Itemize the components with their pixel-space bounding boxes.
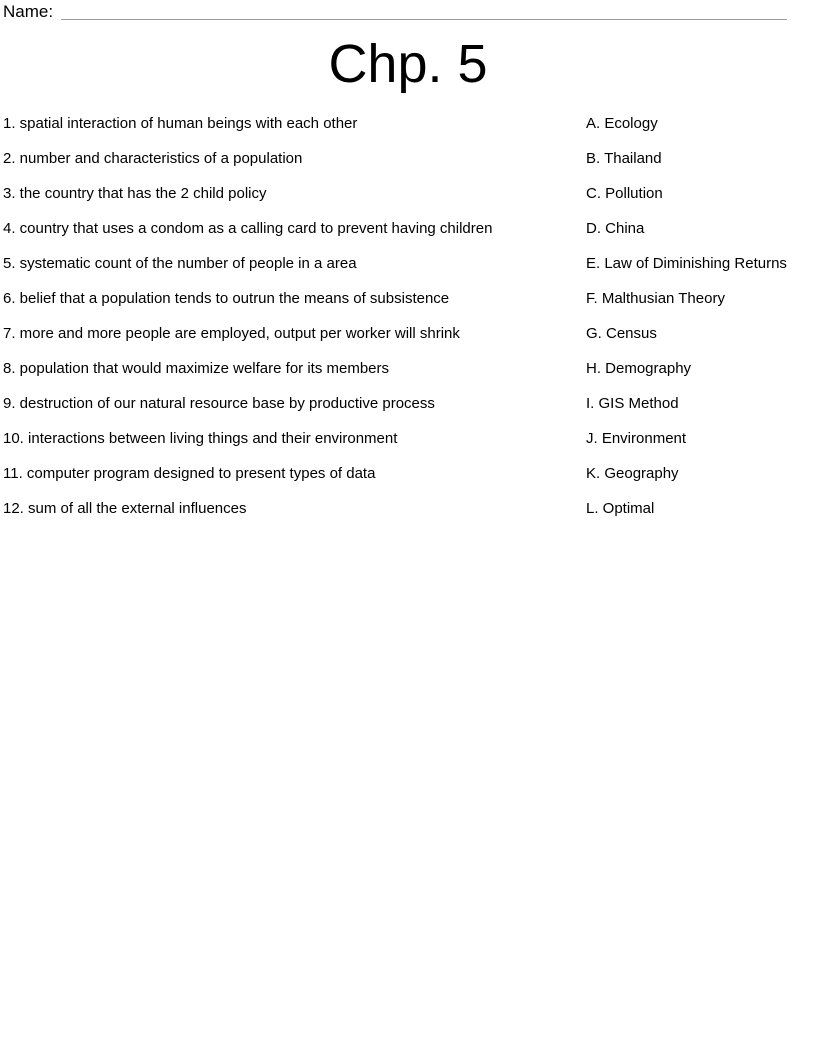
question-text: 7. more and more people are employed, output per worker will shrink (3, 325, 460, 342)
matching-row (0, 289, 816, 324)
question-text: 8. population that would maximize welfare for its members (3, 360, 390, 377)
answer-text: J. Environment (586, 430, 687, 447)
answer-text: A. Ecology (586, 115, 658, 132)
question-text: 10. interactions between living things and their environment (3, 430, 398, 447)
name-blank-line (61, 19, 787, 20)
question-text: 6. belief that a population tends to outrun the means of subsistence (3, 290, 450, 307)
answer-text: G. Census (586, 325, 657, 342)
answer-text: E. Law of Diminishing Returns (586, 255, 787, 272)
matching-row (0, 324, 816, 359)
matching-row (0, 429, 816, 464)
matching-row (0, 499, 816, 534)
matching-row (0, 149, 816, 184)
matching-row (0, 359, 816, 394)
question-text: 5. systematic count of the number of people in a area (3, 255, 357, 272)
question-text: 3. the country that has the 2 child policy (3, 185, 267, 202)
answer-text: K. Geography (586, 465, 679, 482)
matching-row (0, 464, 816, 499)
answer-text: C. Pollution (586, 185, 663, 202)
name-row (0, 0, 816, 22)
answer-text: H. Demography (586, 360, 692, 377)
matching-list (0, 114, 816, 534)
matching-row (0, 254, 816, 289)
question-text: 2. number and characteristics of a population (3, 150, 303, 167)
matching-row (0, 184, 816, 219)
answer-text: F. Malthusian Theory (586, 290, 725, 307)
page-title: Chp. 5 (328, 34, 488, 94)
question-text: 1. spatial interaction of human beings with each other (3, 115, 358, 132)
matching-row (0, 394, 816, 429)
question-text: 4. country that uses a condom as a calling card to prevent having children (3, 220, 493, 237)
answer-text: B. Thailand (586, 150, 662, 167)
answer-text: I. GIS Method (586, 395, 679, 412)
matching-row (0, 114, 816, 149)
answer-text: L. Optimal (586, 500, 655, 517)
question-text: 12. sum of all the external influences (3, 500, 247, 517)
question-text: 9. destruction of our natural resource base by productive process (3, 395, 435, 412)
question-text: 11. computer program designed to present types of data (3, 465, 376, 482)
matching-row (0, 219, 816, 254)
answer-text: D. China (586, 220, 645, 237)
name-label: Name: (3, 2, 54, 21)
